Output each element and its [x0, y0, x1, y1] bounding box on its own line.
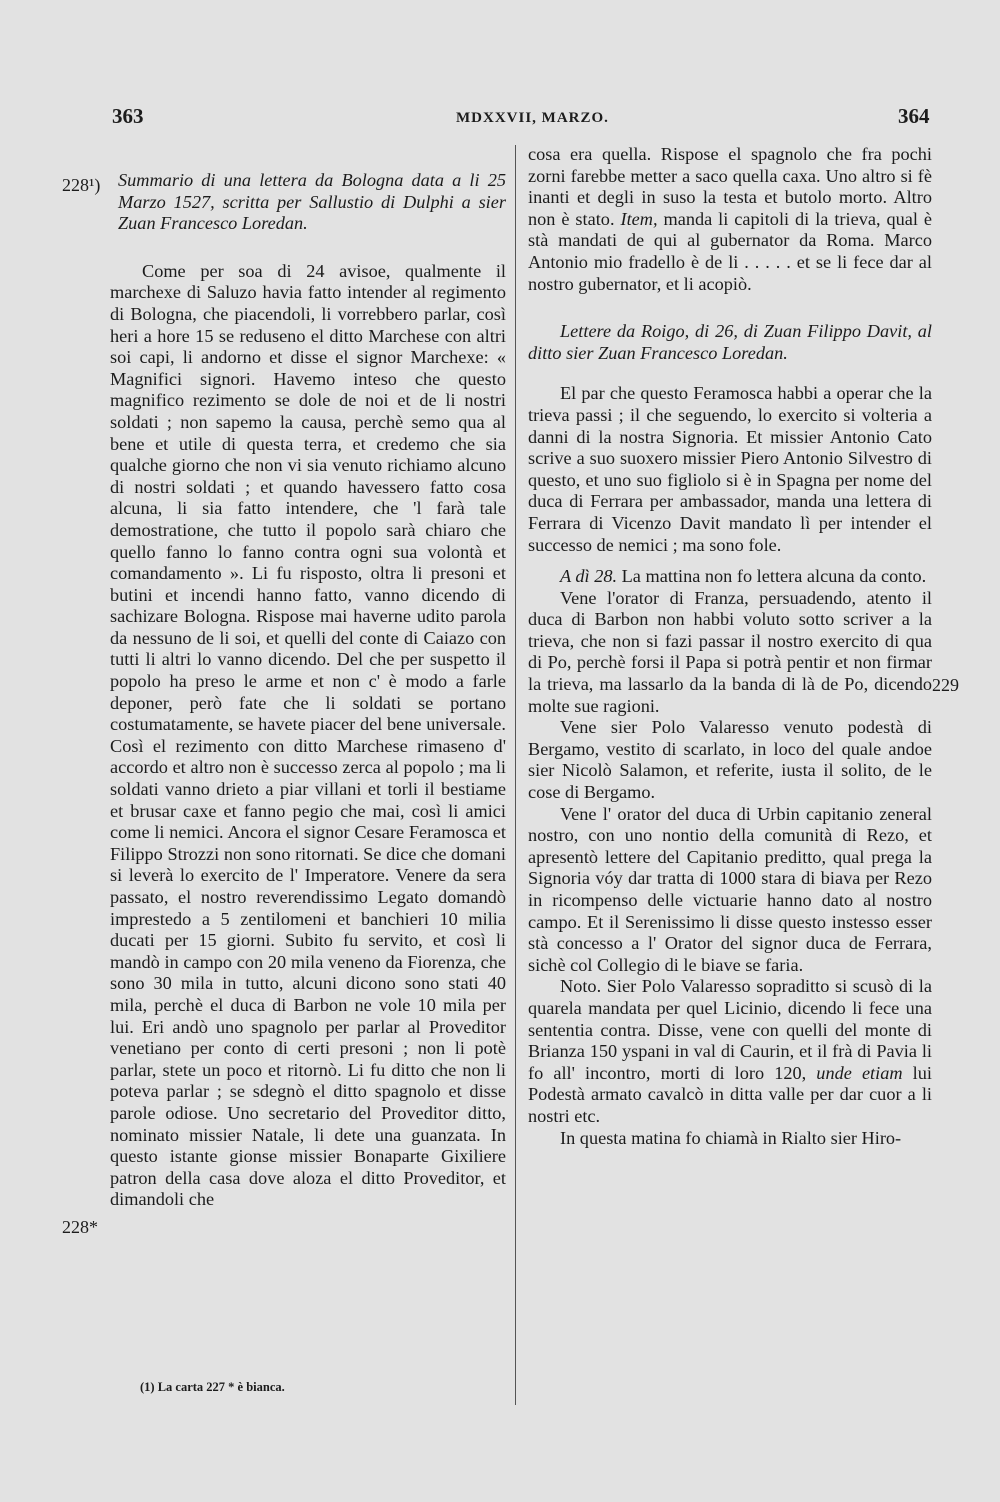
footnote: (1) La carta 227 * è bianca. — [140, 1380, 285, 1394]
paragraph-orator-franza: Vene l'orator di Franza, persuadendo, atento il duca di Barbon non habbi voluto sotto scriver a la trieva, che non si fazi passar il nostro exercito di qua di Po, perchè forsi il Papa si potrà pentir et non firmar la trieva, ma lassarlo da la banda di là de Po, dicendo molte sue ragioni. — [528, 587, 932, 716]
paragraph-orator-urbin: Vene l' orator del duca di Urbin capitanio zeneral nostro, con uno nontio della comunità di Rezo, et apresentò lettere del Capitanio preditto, qual prega la Signoria vóy dar tratta di 1000 stara di biava per Rezo in ricompenso delle victuarie hanno dato al nostro campo. Et il Serenissimo li disse questo instesso esser stà concesso a l' Orator del signor duca de Ferrara, sichè col Collegio di le biave se faria. — [528, 803, 932, 975]
margin-note-229: 229 — [932, 675, 959, 695]
paragraph-noto — [528, 976, 932, 1127]
continuation-tail: manda li capitoli di la trieva, qual è stà mandati de qui al gubernator da Roma. Marco Antonio mio fradello è de li . . . . . et se li fece dar al nostro gubernator, et li acopiò. — [528, 208, 932, 294]
date-label: A dì 28. — [560, 566, 618, 587]
page-number-right: 364 — [898, 104, 930, 128]
continuation-text: cosa era quella. Rispose el spagnolo che fra pochi zorni farebbe metter a saco quella caxa. Uno altro si fè inanti et degli in suso la testa et butolo morto. Altro non è stato. — [528, 144, 932, 229]
left-column — [110, 170, 506, 1211]
noto-tail: lui Podestà armato cavalcò in ditta valle per dar cuor a li nostri etc. — [528, 1062, 932, 1126]
item-word: Item, — [620, 208, 658, 229]
right-column — [528, 144, 932, 1149]
paragraph-feramosca: El par che questo Feramosca habbi a operar che la trieva passi ; il che seguendo, lo exercito si volteria a danni di la nostra Signoria. Et missier Antonio Cato scrive a suo suoxero missier Piero Antonio Silvestro di questo, et uno suo figliolo si è in Spagna per nome del duca di Ferrara per ambassador, manda una lettera di Ferrara di Vicenzo Davit mandato lì per intender el successo de nemici ; ma sono fole. — [528, 383, 932, 555]
running-title: MDXXVII, MARZO. — [456, 110, 609, 126]
margin-note-228-star: 228* — [62, 1217, 98, 1237]
date-text: La mattina non fo lettera alcuna da conto. — [621, 566, 927, 587]
letter-paragraph: Come per soa di 24 avisoe, qualmente il marchexe di Saluzo havia fatto intender al regimento di Bologna, che piacendoli, li vorrebbero parlar, così heri a hore 15 se reduseno el ditto Marchese con altri soi capi, li andorno et disse el signor Marchexe: « Magnifici signori. Havemo inteso che questo magnifico rezimento se dole de noi et de li nostri soldati ; non sapemo la causa, perchè semo qua al bene et utile di questa terra, et credemo che sia qualche giorno che non vi sia venuto richiamo alcuno di nostri soldati ; et quando havessero fatto cosa alcuna, li sia fatto intendere, che 'l farà tale demostratione, che tutto il popolo sarà chiaro che quello fanno lo fanno contra ogni sua volontà et comandamento ». Li fu risposto, oltra li presoni et butini et incendi hanno fatto, vanno dicendo di sachizare Bologna. Rispose mai haverne udito parola da nessuno de li soi, et quelli del conte di Caiazo con tutti li altri lo vanno dicendo. Del che per suspetto il popolo ha preso le arme et non c' è modo a farle deponer, però fate che li soldati se portano costumatamente, se havete piacer del bene universale. Così el rezimento con ditto Marchese rimaseno d' accordo et altro non è successo zerca al popolo ; ma li soldati vanno drieto a piar villani et torli il bestiame et brusar caxe et fanno pegio che mai, così li amici come li nemici. Ancora el signor Cesare Feramosca et Filippo Strozzi non sono ritornati. Se dice che domani si leverà lo exercito de l' Imperatore. Venere da sera passato, el nostro reverendissimo Legato domandò imprestedo a 5 zentilomeni et banchieri 10 milia ducati per 15 giorni. Subito fu servito, et così li mandò in campo con 20 mila veneno da Fiorenza, che sono 30 mila in tutto, alcuni dicono sono stati 40 mila, perchè el duca di Barbon ne vole 10 mila per lui. Eri andò uno spagnolo per parlar al Proveditor venetiano per conto di certi presoni ; non li potè parlar, stete un poco et ritornò. Li fu ditto che non li poteva parlar ; se sdegnò el ditto spagnolo et disse parole odiose. Uno secretario del Proveditor ditto, nominato missier Natale, li dete una guanzata. In questo istante gionse missier Bonaparte Gixiliere patron della casa dove aloza el ditto Proveditor, et dimandoli che — [110, 260, 506, 1210]
noto-italic: unde etiam — [816, 1062, 903, 1083]
paragraph-date — [528, 566, 932, 588]
margin-note-228: 228¹) — [62, 175, 101, 195]
continuation-paragraph — [528, 144, 932, 295]
column-divider — [515, 145, 516, 1405]
page-number-left: 363 — [112, 104, 144, 128]
noto-head: Noto. Sier Polo Valaresso sopraditto si scusò di la quarela mandata per quel Licinio, dicendo li fece una sententia contra. Disse, vene con quelli del monte di Brianza 150 yspani in val di Caurin, et il frà di Pavia li fo all' incontro, morti di loro 120, — [528, 976, 932, 1083]
paragraph-rialto: In questa matina fo chiamà in Rialto sier Hiro- — [560, 1127, 902, 1148]
letter-subtitle: Lettere da Roigo, di 26, di Zuan Filippo Davit, al ditto sier Zuan Francesco Loredan. — [528, 321, 932, 363]
letter-title: Summario di una lettera da Bologna data a li 25 Marzo 1527, scritta per Sallustio di Dulphi a sier Zuan Francesco Loredan. — [118, 170, 506, 234]
paragraph-valaresso: Vene sier Polo Valaresso venuto podestà di Bergamo, vestito di scarlato, in loco del quale andoe sier Nicolò Salamon, et referite, iusta il solito, de le cose di Bergamo. — [528, 717, 932, 803]
